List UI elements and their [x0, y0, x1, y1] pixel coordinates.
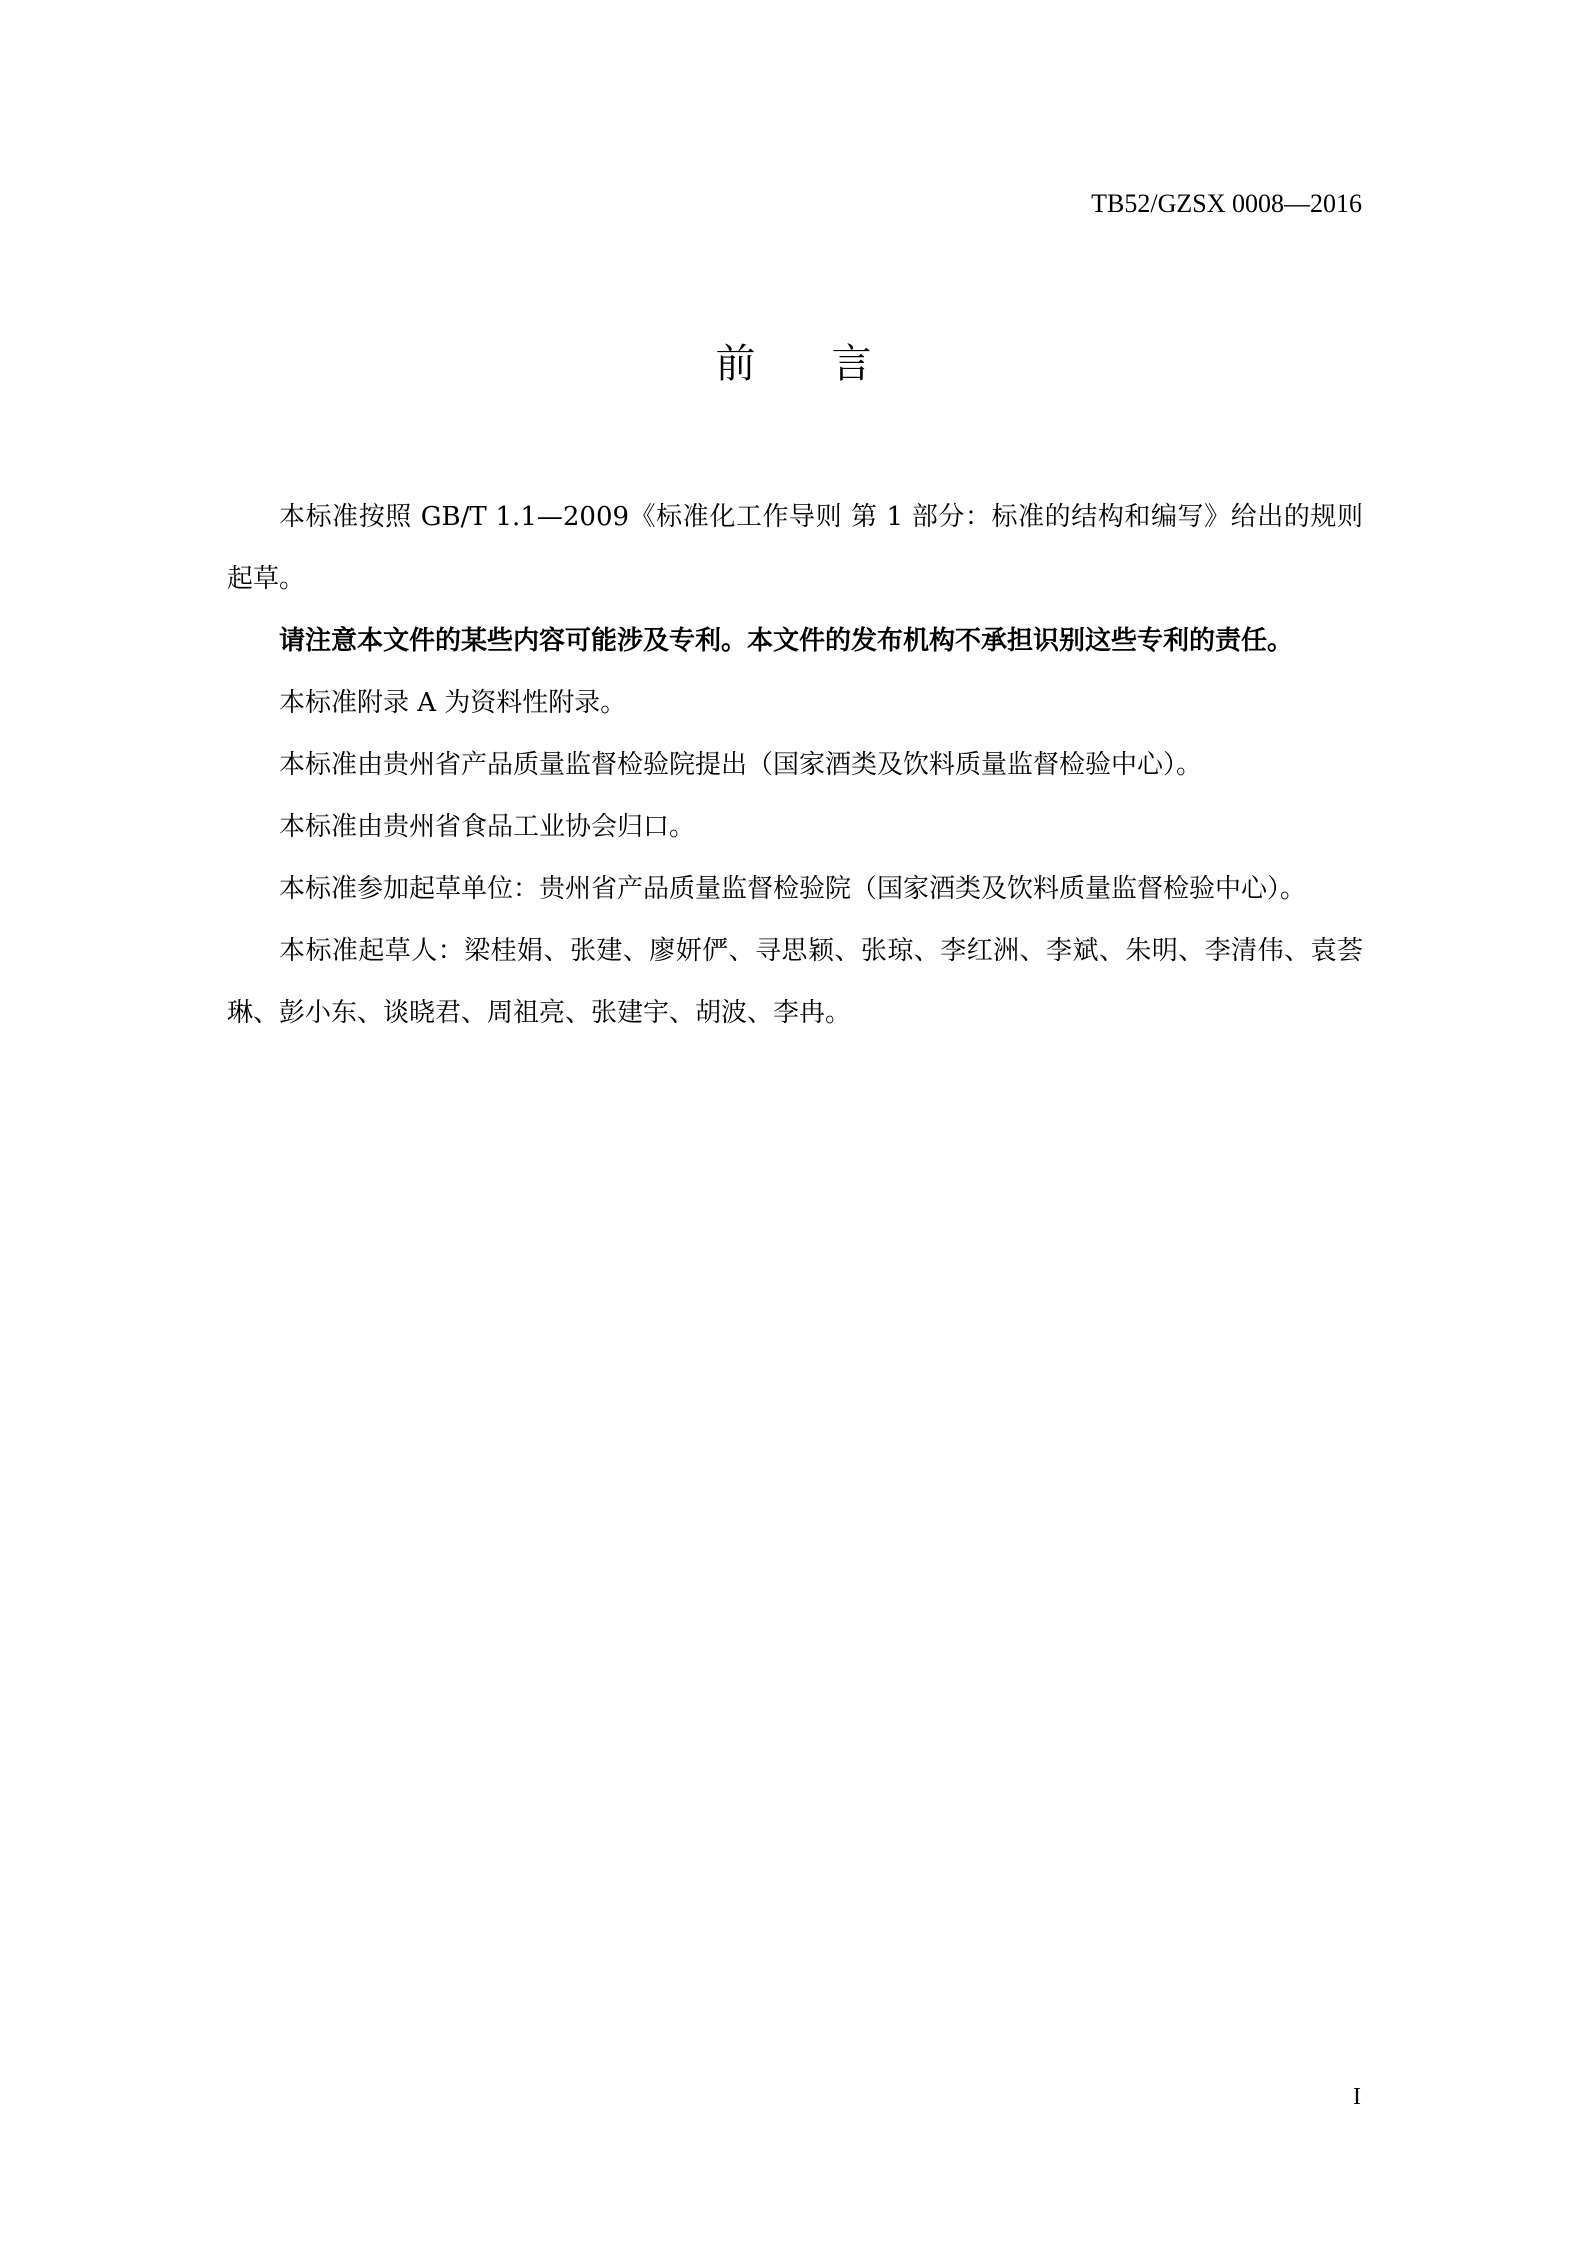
- page-title: 前言: [715, 341, 948, 387]
- paragraph-drafting-rules: 本标准按照 GB/T 1.1—2009《标准化工作导则 第 1 部分：标准的结构和编写》给出的规则起草。: [227, 502, 1363, 594]
- paragraph-centralized: 本标准由贵州省食品工业协会归口。: [279, 812, 696, 842]
- foreword-body: [227, 486, 1363, 1044]
- paragraph-drafting-units: 本标准参加起草单位：贵州省产品质量监督检验院（国家酒类及饮料质量监督检验中心）。: [279, 874, 1307, 904]
- paragraph-patent-notice: 请注意本文件的某些内容可能涉及专利。本文件的发布机构不承担识别这些专利的责任。: [279, 626, 1294, 656]
- document-code: TB52/GZSX 0008—2016: [1091, 189, 1362, 218]
- paragraph-drafters: 本标准起草人：梁桂娟、张建、廖妍俨、寻思颖、张琼、李红洲、李斌、朱明、李清伟、袁荟琳、彭小东、谈晓君、周祖亮、张建宇、胡波、李冉。: [227, 936, 1363, 1028]
- paragraph-appendix: 本标准附录 A 为资料性附录。: [279, 688, 627, 718]
- paragraph-proposer: 本标准由贵州省产品质量监督检验院提出（国家酒类及饮料质量监督检验中心）。: [279, 750, 1203, 780]
- page-number: I: [1353, 2084, 1361, 2110]
